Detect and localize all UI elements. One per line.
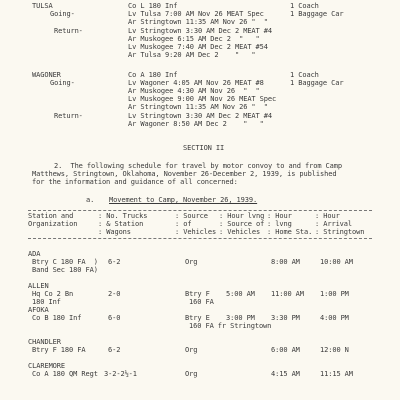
- row-chandler-arr: 12:00 N: [320, 346, 349, 354]
- row-afoka-trucks: 6-0: [108, 314, 121, 322]
- wagoner-return-1: Lv Stringtown 3:30 AM Dec 2 MEAT #4: [128, 112, 273, 120]
- wagoner-return-label: Return-: [54, 112, 83, 120]
- tulsa-station: TULSA: [32, 2, 53, 10]
- header-station-1: Station and: [28, 212, 74, 220]
- wagoner-going-label: Going-: [50, 79, 75, 87]
- wagoner-going-3: Lv Muskogee 9:00 AM Nov 26 MEAT Spec: [128, 95, 277, 103]
- header-home-2: : lvng: [267, 220, 292, 228]
- header-hour-lvng-2: : Source of: [219, 220, 265, 228]
- row-ada-org-2: Band Sec 180 FA): [32, 266, 98, 274]
- row-chandler-trucks: 6-2: [108, 346, 121, 354]
- row-ada-station: ADA: [28, 250, 41, 258]
- row-allen-hour-source: 5:00 AM: [226, 290, 255, 298]
- header-source-1: : Source: [175, 212, 208, 220]
- section-title: SECTION II: [183, 144, 225, 152]
- row-chandler-source: Org: [185, 346, 198, 354]
- row-afoka-arr: 4:00 PM: [320, 314, 349, 322]
- header-trucks-2: : & Station: [98, 220, 144, 228]
- paragraph-line-3: for the information and guidance of all concerned:: [32, 178, 238, 186]
- row-ada-arr: 10:00 AM: [320, 258, 353, 266]
- row-claremore-station: CLAREMORE: [28, 362, 66, 370]
- wagoner-going-1: Lv Wagoner 4:05 AM Nov 26 MEAT #8: [128, 79, 264, 87]
- row-afoka-org-1: Co B 180 Inf: [32, 314, 82, 322]
- tulsa-return-label: Return-: [54, 27, 83, 35]
- header-home-1: : Hour: [267, 212, 292, 220]
- paragraph-line-2: Matthews, Stringtown, Oklahoma, November 26-December 2, 1939, is published: [32, 170, 337, 178]
- table-top-rule: [28, 210, 372, 211]
- row-allen-org-2: 180 Inf: [32, 298, 61, 306]
- row-afoka-lvng: 3:30 PM: [271, 314, 300, 322]
- header-source-3: : Vehicles: [175, 228, 217, 236]
- wagoner-going-4: Ar Stringtown 11:35 AM Nov 26 " ": [128, 103, 268, 111]
- tulsa-return-3: Lv Muskogee 7:40 AM Dec 2 MEAT #54: [128, 43, 268, 51]
- subhead: Movement to Camp, November 26, 1939.: [109, 196, 258, 204]
- tulsa-going-label: Going-: [50, 10, 75, 18]
- row-claremore-arr: 11:15 AM: [320, 370, 353, 378]
- tulsa-return-4: Ar Tulsa 9:20 AM Dec 2 " ": [128, 51, 256, 59]
- wagoner-going-2: Ar Muskogee 4:30 AM Nov 26 " ": [128, 87, 260, 95]
- tulsa-going-1: Lv Tulsa 7:00 AM Nov 26 MEAT Spec: [128, 10, 264, 18]
- tulsa-equipment-1: 1 Coach: [290, 2, 319, 10]
- row-claremore-org-1: Co A 180 QM Regt: [32, 370, 98, 378]
- row-ada-org-1: Btry C 180 FA ): [32, 258, 98, 266]
- row-afoka-station: AFOKA: [28, 306, 49, 314]
- row-chandler-lvng: 6:00 AM: [271, 346, 300, 354]
- row-chandler-org-1: Btry F 180 FA: [32, 346, 86, 354]
- row-afoka-source: Btry E: [185, 314, 210, 322]
- row-allen-trucks: 2-0: [108, 290, 121, 298]
- row-allen-lvng: 11:00 AM: [271, 290, 304, 298]
- header-arrival-3: : Stringtown: [315, 228, 365, 236]
- tulsa-return-1: Lv Stringtown 3:30 AM Dec 2 MEAT #4: [128, 27, 273, 35]
- header-arrival-1: : Hour: [315, 212, 340, 220]
- wagoner-station: WAGONER: [32, 71, 61, 79]
- row-afoka-hour-source: 3:00 PM: [226, 314, 255, 322]
- wagoner-return-2: Ar Wagoner 8:50 AM Dec 2 " ": [128, 120, 264, 128]
- tulsa-return-2: Ar Muskogee 6:15 AM Dec 2 " ": [128, 35, 260, 43]
- row-claremore-trucks: 3-2-2½-1: [104, 370, 137, 378]
- header-station-2: Organization: [28, 220, 78, 228]
- tulsa-going-2: Ar Stringtown 11:35 AM Nov 26 " ": [128, 18, 268, 26]
- header-arrival-2: : Arrival: [315, 220, 353, 228]
- row-allen-source-1: Btry F: [185, 290, 210, 298]
- row-ada-source: Org: [185, 258, 198, 266]
- row-ada-trucks: 6-2: [108, 258, 121, 266]
- header-hour-lvng-1: : Hour lvng: [219, 212, 265, 220]
- wagoner-equipment-1: 1 Coach: [290, 71, 319, 79]
- header-trucks-3: : Wagons: [98, 228, 131, 236]
- header-home-3: : Home Sta.: [267, 228, 313, 236]
- row-claremore-source: Org: [185, 370, 198, 378]
- header-hour-lvng-3: : Vehicles: [219, 228, 261, 236]
- row-allen-org-1: Hq Co 2 Bn: [32, 290, 74, 298]
- wagoner-unit: Co A 180 Inf: [128, 71, 178, 79]
- row-ada-lvng: 8:00 AM: [271, 258, 300, 266]
- row-chandler-station: CHANDLER: [28, 338, 61, 346]
- header-source-2: : of: [175, 220, 192, 228]
- header-trucks-1: : No. Trucks: [98, 212, 148, 220]
- subhead-prefix: a.: [86, 196, 95, 204]
- paragraph-line-1: 2. The following schedule for travel by motor convoy to and from Camp: [54, 162, 343, 170]
- table-header-rule: [28, 238, 372, 239]
- row-allen-source-2: 160 FA: [189, 298, 214, 306]
- row-allen-arr: 1:00 PM: [320, 290, 349, 298]
- tulsa-unit: Co L 180 Inf: [128, 2, 178, 10]
- row-claremore-lvng: 4:15 AM: [271, 370, 300, 378]
- row-allen-station: ALLEN: [28, 282, 49, 290]
- wagoner-equipment-2: 1 Baggage Car: [290, 79, 344, 87]
- row-afoka-hour-source-note: 160 FA fr Stringtown: [189, 322, 272, 330]
- tulsa-equipment-2: 1 Baggage Car: [290, 10, 344, 18]
